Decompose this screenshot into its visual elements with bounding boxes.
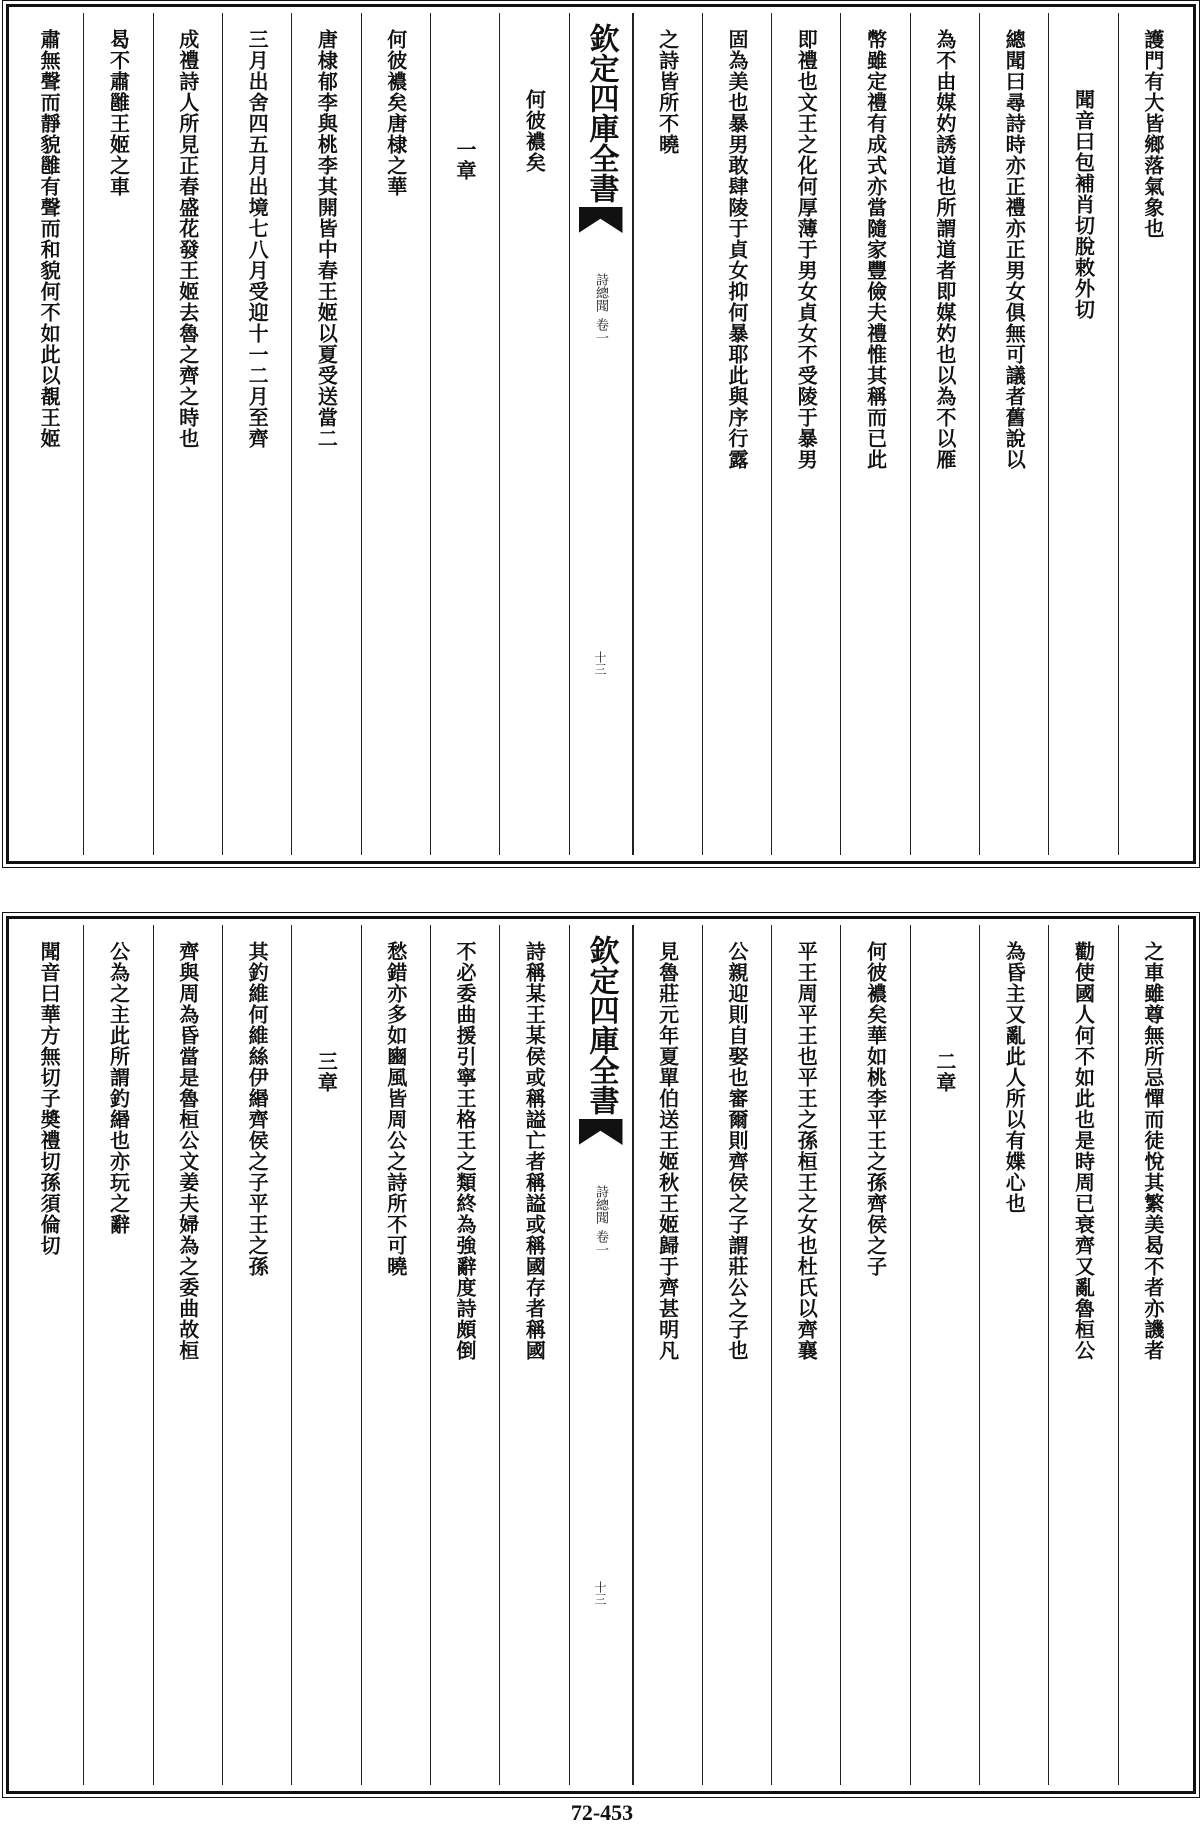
fishtail-mark-icon — [579, 1119, 623, 1145]
column-text: 何彼襛矣華如桃李平王之孫齊侯之子 — [863, 941, 888, 1277]
text-column — [910, 925, 979, 1785]
column-text: 聞音曰華方無切子奬禮切孫須倫切 — [37, 941, 62, 1256]
column-text: 聞音曰包補肖切脫敕外切 — [1071, 89, 1096, 320]
spine-leaf-number: 十三 — [593, 651, 607, 675]
text-column — [361, 925, 430, 1785]
column-text: 固為美也暴男敢肆陵于貞女抑何暴耶此與序行露 — [724, 29, 749, 470]
text-column — [291, 13, 360, 855]
text-column — [361, 13, 430, 855]
text-column — [15, 13, 83, 855]
column-text: 三章 — [314, 1051, 339, 1093]
spine-volume-info — [591, 273, 610, 344]
column-text: 何彼襛矣唐棣之華 — [383, 29, 408, 197]
text-column — [702, 13, 771, 855]
text-column — [499, 925, 568, 1785]
text-column — [979, 13, 1048, 855]
text-column — [840, 13, 909, 855]
text-column — [633, 925, 702, 1785]
text-column — [430, 13, 499, 855]
text-column — [222, 925, 291, 1785]
spine-title: 欽定四庫全書 — [583, 935, 619, 1115]
text-column — [430, 925, 499, 1785]
column-text: 幣雖定禮有成式亦當隨家豐儉夫禮惟其稱而已此 — [863, 29, 888, 470]
column-text: 曷不肅雝王姬之車 — [106, 29, 131, 197]
column-text: 見魯莊元年夏單伯送王姬秋王姬歸于齊甚明凡 — [655, 941, 680, 1361]
text-column — [979, 925, 1048, 1785]
column-text: 愁錯亦多如豳風皆周公之詩所不可曉 — [383, 941, 408, 1277]
column-text: 公為之主此所謂釣緡也亦玩之辭 — [106, 941, 131, 1235]
upper-text-columns — [15, 13, 1187, 855]
column-text: 成禮詩人所見正春盛花發王姬去魯之齊之時也 — [175, 29, 200, 449]
text-column — [291, 925, 360, 1785]
text-column — [633, 13, 702, 855]
column-text: 為昏主又亂此人所以有媟心也 — [1002, 941, 1027, 1214]
column-text: 其釣維何維絲伊緡齊侯之子平王之孫 — [245, 941, 270, 1277]
text-column — [1048, 925, 1117, 1785]
text-column — [83, 925, 152, 1785]
column-text: 何彼襛矣 — [522, 89, 547, 173]
column-text: 三月出舍四五月出境七八月受迎十一二月至齊 — [245, 29, 270, 449]
text-column — [83, 13, 152, 855]
spine-volume: 卷一 — [593, 318, 608, 344]
column-text: 詩稱某王某侯或稱謚亡者稱謚或稱國存者稱國 — [522, 941, 547, 1361]
column-text: 為不由媒妁誘道也所謂道者即媒妁也以為不以雁 — [932, 29, 957, 470]
spine-title: 欽定四庫全書 — [583, 23, 619, 203]
text-column — [1118, 13, 1187, 855]
text-column — [15, 925, 83, 1785]
column-text: 勸使國人何不如此也是時周已衰齊又亂魯桓公 — [1071, 941, 1096, 1361]
text-column — [840, 925, 909, 1785]
text-column — [1048, 13, 1117, 855]
text-column — [910, 13, 979, 855]
column-text: 公親迎則自娶也審爾則齊侯之子謂莊公之子也 — [724, 941, 749, 1361]
column-text: 平王周平王也平王之孫桓王之女也杜氏以齊襄 — [794, 941, 819, 1361]
text-column — [222, 13, 291, 855]
spine-volume-info — [591, 1185, 610, 1256]
column-text: 總聞曰尋詩時亦正禮亦正男女俱無可議者舊說以 — [1002, 29, 1027, 470]
lower-text-columns — [15, 925, 1187, 1785]
column-text: 即禮也文王之化何厚薄于男女貞女不受陵于暴男 — [794, 29, 819, 470]
upper-page-panel — [6, 4, 1196, 864]
text-column — [771, 13, 840, 855]
text-column — [153, 13, 222, 855]
text-column — [1118, 925, 1187, 1785]
text-column — [153, 925, 222, 1785]
spine-book-name: 詩總聞 — [593, 273, 608, 312]
column-text: 不必委曲援引寧王格王之類終為強辭度詩頗倒 — [453, 941, 478, 1361]
page-number: 72-453 — [570, 1800, 634, 1825]
column-text: 之車雖尊無所忌憚而徒悅其繁美曷不者亦譏者 — [1140, 941, 1165, 1361]
book-spine-header — [569, 925, 633, 1785]
text-column — [499, 13, 568, 855]
column-text: 一章 — [453, 139, 478, 181]
column-text: 二章 — [932, 1051, 957, 1093]
column-text: 之詩皆所不曉 — [655, 29, 680, 155]
spine-leaf-number: 十三 — [593, 1581, 607, 1605]
spine-volume: 卷一 — [593, 1230, 608, 1256]
book-spine-header — [569, 13, 633, 855]
column-text: 護門有大皆鄉落氣象也 — [1140, 29, 1165, 239]
spine-book-name: 詩總聞 — [593, 1185, 608, 1224]
column-text: 齊與周為昏當是魯桓公文姜夫婦為之委曲故桓 — [175, 941, 200, 1361]
fishtail-mark-icon — [579, 207, 623, 233]
column-text: 肅無聲而靜貌雝有聲而和貌何不如此以覩王姬 — [37, 29, 62, 449]
column-text: 唐棣郁李與桃李其開皆中春王姬以夏受送當二 — [314, 29, 339, 449]
text-column — [771, 925, 840, 1785]
lower-page-panel — [6, 916, 1196, 1794]
text-column — [702, 925, 771, 1785]
